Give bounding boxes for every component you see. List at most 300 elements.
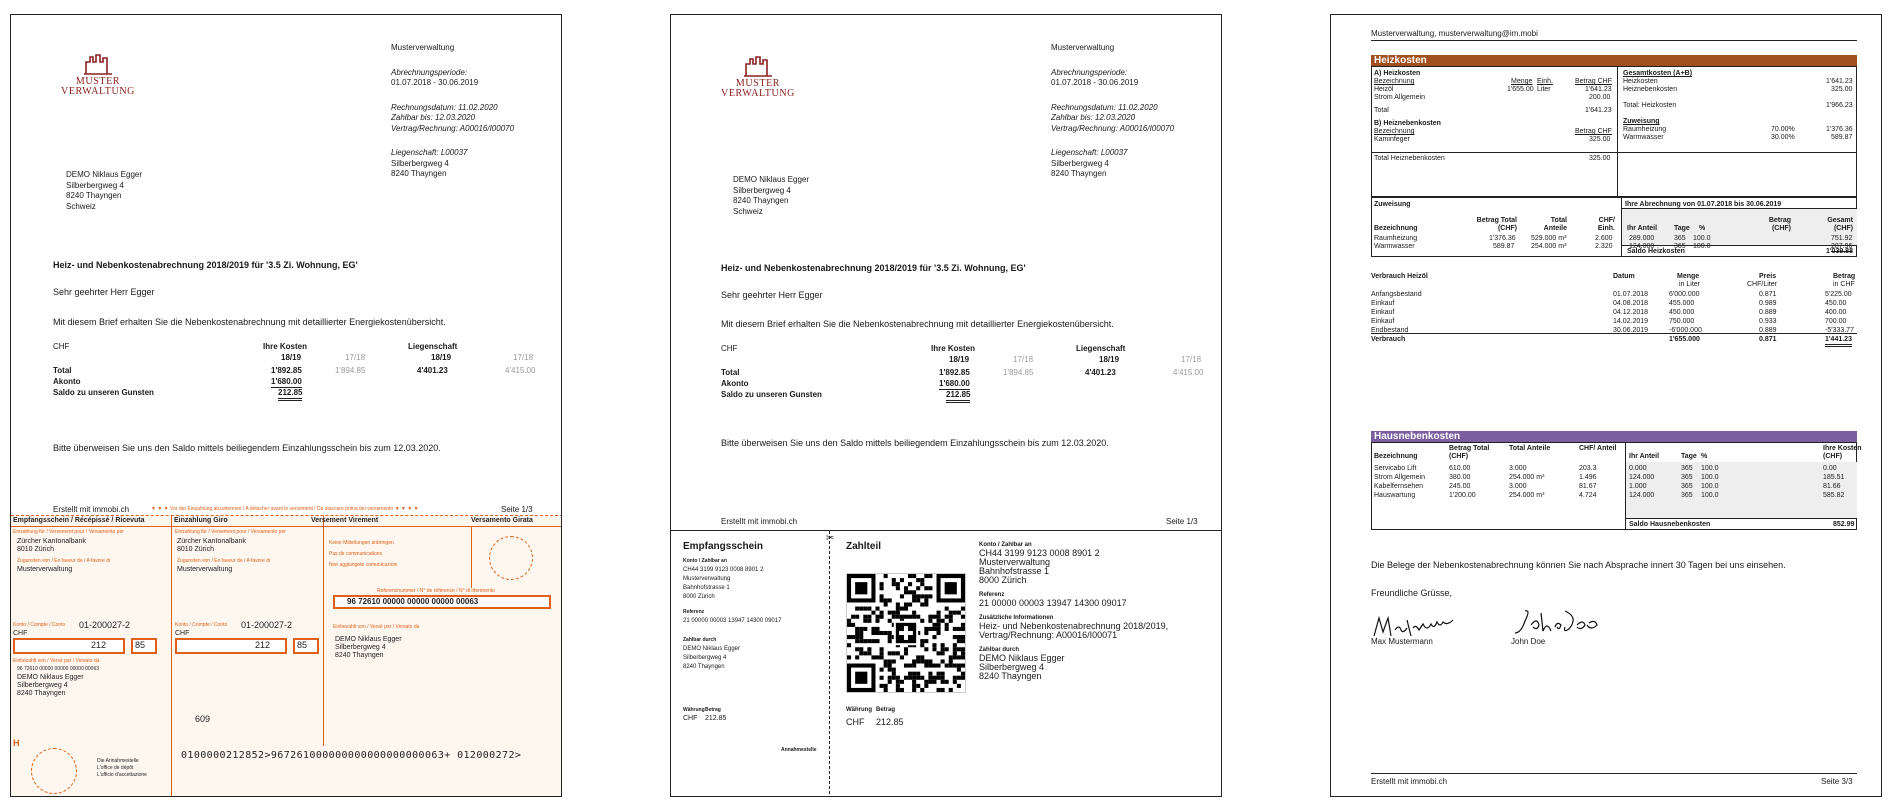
recipient-line: 8240 Thayngen (733, 196, 789, 205)
signature-max (1371, 612, 1461, 640)
col-bez: Bezeichnung (1374, 78, 1415, 85)
total-prev: 1'894.85 (1003, 368, 1034, 377)
hn-row-value: 100.0 (1701, 492, 1719, 499)
hn-row-value: 81.67 (1579, 483, 1597, 490)
col-property: Liegenschaft (408, 342, 458, 351)
z-row-label: Raumheizung (1623, 126, 1667, 133)
label: Referenz (683, 609, 705, 615)
payee-line: 8000 Zürich (683, 594, 715, 600)
oil-row-value: 14.02.2019 (1613, 318, 1649, 325)
total-label: Total (721, 368, 740, 377)
recipient-line: Silberbergweg 4 (733, 185, 791, 195)
zw-row-shares: 254.000 m³ (1531, 243, 1567, 250)
property-current: 4'401.23 (1085, 368, 1116, 377)
saldo-label: Saldo zu unseren Gunsten (53, 388, 154, 397)
zw-row-label: Raumheizung (1374, 235, 1418, 242)
recipient-line: DEMO Niklaus Egger (733, 175, 810, 184)
hn-col: CHF/ Anteil (1579, 445, 1617, 452)
scissors-icon: ✂ (826, 533, 835, 544)
coding-line: 0100000212852>967261000000000000000000063+ 012000272> (181, 750, 522, 761)
a-title: A) Heizkosten (1374, 70, 1421, 77)
hn-row-value: 3.000 (1509, 465, 1527, 472)
hn-row-value: 245.00 (1449, 483, 1471, 490)
slip-small-label: Einbezahlt von / Versé par / Versato da (333, 624, 420, 630)
slip-amount: 212 (91, 640, 107, 650)
contract-no: Vertrag/Rechnung: A00016/I00070 (391, 123, 515, 133)
oil-row-value: 04.08.2018 (1613, 300, 1649, 307)
total-prev: 1'894.85 (335, 366, 366, 375)
footer-text: Erstellt mit immobi.ch (721, 517, 798, 526)
slip-heading-virement: Versement Virement (311, 517, 379, 524)
due-date: Zahlbar bis: 12.03.2020 (391, 113, 476, 122)
recipient-line: Schweiz (733, 206, 763, 216)
property-prev: 4'415.00 (505, 366, 536, 375)
b-row-label: Kaminfeger (1374, 136, 1410, 143)
oil-row-value: -5'333.77 (1825, 327, 1854, 334)
hn-row-value: 365 (1681, 492, 1693, 499)
property-street: Silberbergweg 4 (1051, 158, 1109, 168)
recipient-address (66, 170, 142, 212)
oil-row-value: 01.07.2018 (1613, 291, 1649, 298)
saldo-value: 212.85 (946, 389, 970, 403)
zw-row-total: 1'376.36 (1489, 235, 1516, 242)
period-label: Abrechnungsperiode: (391, 67, 468, 77)
oil-row-value: 750.000 (1669, 318, 1695, 325)
slip-heading-giro: Einzahlung Giro (174, 517, 228, 524)
z-row-pct: 30.00% (1771, 134, 1795, 141)
hn-row-value: 0.00 (1823, 465, 1837, 472)
zw-col: CHF/ Einh. (1597, 217, 1615, 232)
b-title: B) Heiznebenkosten (1374, 120, 1441, 127)
oil-row-label: Endbestand (1371, 327, 1409, 334)
akonto-value: 1'680.00 (271, 377, 302, 386)
payer-line: 8240 Thayngen (17, 690, 66, 697)
hn-row-value: 610.00 (1449, 465, 1471, 472)
payer-line: Silberbergweg 4 (683, 655, 727, 661)
year-prev: 17/18 (513, 353, 534, 362)
payer-line: 8240 Thayngen (683, 664, 725, 670)
hn-row-value: 1.496 (1579, 474, 1597, 481)
page-number: Seite 1/3 (501, 505, 533, 514)
oil-row-label: Einkauf (1371, 309, 1395, 316)
amount-label: Betrag (705, 707, 721, 713)
slip-bank-city: 8010 Zürich (177, 546, 214, 553)
reference: 21 00000 00003 13947 14300 09017 (683, 618, 782, 624)
slip-small-label: Einzahlung für / Versement pour / Versamento per (175, 529, 286, 535)
oil-row-value: 0.871 (1759, 291, 1777, 298)
zw-col: Bezeichnung (1374, 225, 1418, 232)
currency: CHF (846, 717, 865, 727)
oil-row-label: Einkauf (1371, 300, 1395, 307)
year-current: 18/19 (281, 353, 302, 362)
hn-col: Tage (1681, 453, 1697, 460)
property-city: 8240 Thayngen (1051, 169, 1107, 178)
slip-small-label: Einzahlung für / Versement pour / Versamento per (13, 529, 124, 535)
oil-total-label: Verbrauch (1371, 336, 1406, 343)
ia-col: Ihr Anteil (1627, 225, 1658, 232)
total-current: 1'892.85 (939, 368, 970, 377)
oil-row-value: 700.00 (1825, 318, 1847, 325)
year-current: 18/19 (1099, 355, 1120, 364)
slip-amount: 212 (255, 640, 271, 650)
hn-row-value: 3.000 (1509, 483, 1527, 490)
payer-line: Silberbergweg 4 (335, 644, 386, 651)
saldo-house: 852.99 (1833, 521, 1855, 528)
oil-row-value: 450.000 (1669, 309, 1695, 316)
logo-text-1: MUSTER (735, 78, 781, 89)
recipient-line: DEMO Niklaus Egger (66, 170, 143, 179)
sender-meta (391, 43, 514, 180)
g-row-amount: 325.00 (1831, 86, 1853, 93)
property-current: 4'401.23 (417, 366, 448, 375)
payee-line: 8000 Zürich (979, 575, 1027, 585)
slip-note: Keine Mitteilungen anbringen (329, 540, 394, 546)
ia-col: Gesamt (CHF) (1827, 217, 1853, 232)
logo-text-2: VERWALTUNG (721, 88, 795, 99)
col-costs: Ihre Kosten (931, 344, 976, 353)
payment-details (979, 541, 1168, 681)
iban: CH44 3199 9123 0008 8901 2 (979, 548, 1100, 558)
payee-line: Bahnhofstrasse 1 (979, 566, 1050, 576)
footer-text: Erstellt mit immobi.ch (1371, 777, 1448, 786)
a-row-amount: 200.00 (1589, 94, 1611, 101)
a-row-unit: Liter (1537, 86, 1551, 93)
hn-row-label: Strom Allgemein (1374, 474, 1425, 481)
z-row-amount: 1'376.36 (1826, 126, 1853, 133)
hn-row-value: 203.3 (1579, 465, 1597, 472)
sender-name: Musterverwaltung (1051, 43, 1115, 52)
payer-line: DEMO Niklaus Egger (17, 674, 84, 681)
saldo-heat: 1'039.88 (1826, 248, 1853, 255)
property-street: Silberbergweg 4 (391, 158, 449, 168)
zw-row-shares: 529.000 m³ (1531, 235, 1567, 242)
col-betrag: Betrag CHF (1575, 128, 1612, 135)
g-row-label: Heiznebenkosten (1623, 86, 1678, 93)
g-total-label: Total: Heizkosten (1623, 102, 1677, 109)
hn-row-value: 254.000 m³ (1509, 492, 1545, 499)
saldo-heat-label: Saldo Heizkosten (1627, 248, 1685, 255)
a-total: 1'641.23 (1585, 107, 1612, 114)
oil-row-value: 400.00 (1825, 309, 1847, 316)
oil-sub: in Liter (1679, 281, 1701, 288)
col-einh: Einh. (1537, 78, 1553, 85)
saldo-house-label: Saldo Hausnebenkosten (1629, 521, 1711, 528)
oil-col: Menge (1677, 273, 1700, 280)
company-logo (53, 53, 143, 97)
oil-col: Betrag (1833, 273, 1856, 280)
label: Zusätzliche Informationen (979, 615, 1054, 621)
ia-row-share: 289.000 (1629, 235, 1655, 242)
ia-row-share: 124.000 (1629, 243, 1655, 250)
col-bez: Bezeichnung (1374, 128, 1415, 135)
zw-title: Zuweisung (1374, 201, 1411, 208)
ia-col: Betrag (CHF) (1768, 217, 1791, 232)
payee-line: Bahnhofstrasse 1 (683, 585, 730, 591)
payee-line: Musterverwaltung (979, 557, 1051, 567)
b-row-amount: 325.00 (1589, 136, 1611, 143)
hn-col: Betrag Total (CHF) (1449, 445, 1490, 460)
hn-row-label: Kabelfernsehen (1374, 483, 1424, 490)
payer-line: Silberbergweg 4 (979, 662, 1045, 672)
akonto-value: 1'680.00 (939, 379, 970, 388)
slip-code: 609 (195, 714, 211, 724)
oil-row-value: 455.000 (1669, 300, 1695, 307)
logo-text-1: MUSTER (75, 76, 121, 87)
section-house: Hausnebenkosten (1371, 431, 1857, 442)
iban: CH44 3199 9123 0008 8901 2 (683, 567, 764, 573)
recipient-line: Silberbergweg 4 (66, 180, 124, 190)
receipt-title: Empfangsschein (683, 541, 764, 552)
oil-row-value: 0.889 (1759, 309, 1777, 316)
oil-row-value: 450.00 (1825, 300, 1847, 307)
amount-field[interactable] (13, 638, 125, 654)
ia-col: % (1699, 225, 1706, 232)
payer-line: DEMO Niklaus Egger (335, 636, 402, 643)
slip-bank: Zürcher Kantonalbank (177, 538, 246, 545)
greeting: Sehr geehrter Herr Egger (53, 287, 155, 297)
payer-line: Silberbergweg 4 (17, 682, 68, 689)
page-3 (1330, 14, 1882, 797)
oil-sub: in CHF (1833, 281, 1855, 288)
page-1 (10, 14, 562, 797)
building-icon (83, 53, 113, 75)
slip-note: Non aggiungete comunicazioni (329, 562, 398, 568)
label: Zahlbar durch (979, 647, 1020, 653)
col-betrag: Betrag CHF (1575, 78, 1612, 85)
ia-row-pct: 100.0 (1693, 243, 1711, 250)
period-value: 01.07.2018 - 30.06.2019 (1051, 78, 1139, 87)
slip-bank: Zürcher Kantonalbank (17, 538, 86, 545)
summary-table (53, 341, 543, 398)
akonto-label: Akonto (721, 379, 749, 388)
year-prev: 17/18 (345, 353, 366, 362)
oil-row-value: 6'000.000 (1669, 291, 1700, 298)
letter-title: Heiz- und Nebenkostenabrechnung 2018/2019 für '3.5 Zi. Wohnung, EG' (53, 260, 358, 270)
a-row-amount: 1'641.23 (1585, 86, 1612, 93)
letter-title: Heiz- und Nebenkostenabrechnung 2018/2019 für '3.5 Zi. Wohnung, EG' (721, 263, 1026, 273)
ia-row-amount: 287.96 (1831, 243, 1853, 250)
property-id: Liegenschaft: L00037 (391, 148, 468, 157)
hn-col: Bezeichnung (1374, 453, 1418, 460)
reference-number: 96 72610 00000 00000 00000 00063 (347, 597, 479, 606)
slip-cents: 85 (135, 640, 146, 650)
ia-row-days: 365 (1674, 243, 1686, 250)
intro-text: Mit diesem Brief erhalten Sie die Nebenkostenabrechnung mit detaillierter Energiekostenübersicht. (721, 319, 1114, 329)
hn-col: % (1701, 453, 1708, 460)
stamp-circle (489, 536, 533, 580)
slip-currency: CHF (13, 630, 28, 637)
signer-1: Max Mustermann (1371, 637, 1433, 646)
info-line: Heiz- und Nebenkostenabrechnung 2018/2019, (979, 621, 1169, 631)
hn-row-value: 100.0 (1701, 483, 1719, 490)
year-prev: 17/18 (1013, 355, 1034, 364)
page-number: Seite 1/3 (1166, 517, 1198, 526)
acceptance-label: L'office de dépôt (97, 765, 134, 771)
acceptance-label: L'ufficio d'accettazione (97, 772, 147, 778)
col-property: Liegenschaft (1076, 344, 1126, 353)
g-row-amount: 1'641.23 (1826, 78, 1853, 85)
signature-john (1511, 607, 1601, 639)
section-heating: Heizkosten (1371, 55, 1857, 66)
recipient-line: Schweiz (66, 201, 96, 211)
payee-line: Musterverwaltung (683, 576, 731, 582)
closing: Freundliche Grüsse, (1371, 588, 1453, 598)
slip-small-label: Zugunsten von / En faveur de / A favore di (177, 558, 271, 564)
year-prev: 17/18 (1181, 355, 1202, 364)
hn-row-label: Servicabo Lift (1374, 465, 1417, 472)
a-total-label: Total (1374, 107, 1389, 114)
oil-row-value: 0.989 (1759, 300, 1777, 307)
payment-note: Bitte überweisen Sie uns den Saldo mittels beiliegendem Einzahlungsschein bis zum 12.03.2020. (53, 443, 441, 453)
g-row-label: Heizkosten (1623, 78, 1658, 85)
slip-heading-receipt: Empfangsschein / Récépissé / Ricevuta (13, 517, 145, 524)
a-row-qty: 1'655.00 (1507, 86, 1534, 93)
zw-col: Total Anteile (1543, 217, 1567, 232)
oil-row-value: 30.06.2019 (1613, 327, 1649, 334)
logo-text-2: VERWALTUNG (61, 86, 135, 97)
payer-line: DEMO Niklaus Egger (979, 653, 1065, 663)
a-row-label: Strom Allgemein (1374, 94, 1425, 101)
zw-row-rate: 2.320 (1595, 243, 1613, 250)
label: Konto / Zahlbar an (979, 542, 1032, 548)
currency: CHF (683, 715, 698, 722)
label: Zahlbar durch (683, 637, 717, 643)
slip-mark: H (13, 738, 20, 748)
cut-line-text: ▼ ▼ ▼ Vor der Einzahlung abzutrennen / A détacher avant le versement / Da staccare prima del versamento ▼ ▼ ▼ ▼ (151, 506, 419, 512)
saldo-label: Saldo zu unseren Gunsten (721, 390, 822, 399)
payer-line: DEMO Niklaus Egger (683, 646, 741, 652)
currency-label: CHF (53, 342, 70, 351)
qr-bill (671, 530, 1222, 797)
total-current: 1'892.85 (271, 366, 302, 375)
hn-row-value: 365 (1681, 465, 1693, 472)
qr-code-icon (847, 574, 965, 692)
hn-row-value: 4.724 (1579, 492, 1597, 499)
sender-meta (1051, 43, 1174, 180)
oil-row-value: 5'225.00 (1825, 291, 1852, 298)
slip-ref-small: 96 72610 00000 00000 00000 00063 (17, 666, 100, 672)
amount-field[interactable] (175, 638, 287, 654)
acceptance-label: Die Annahmestelle (97, 758, 139, 764)
col-costs: Ihre Kosten (263, 342, 308, 351)
hn-row-value: 0.000 (1629, 465, 1647, 472)
acceptance-point: Annahmestelle (781, 747, 817, 753)
oil-row-value: 04.12.2018 (1613, 309, 1649, 316)
contract-no: Vertrag/Rechnung: A00016/I00070 (1051, 123, 1175, 133)
hn-row-value: 1.000 (1629, 483, 1647, 490)
hn-row-value: 100.0 (1701, 474, 1719, 481)
currency-label: CHF (721, 344, 738, 353)
currency-label: Währung (846, 707, 872, 713)
slip-small-label: Einbezahlt von / Versé par / Versato da (13, 658, 100, 664)
slip-small-label: Zugunsten von / En faveur de / A favore di (17, 558, 111, 564)
oil-row-value: -6'000.000 (1669, 327, 1702, 334)
hn-row-value: 124.000 (1629, 492, 1655, 499)
slip-ref-label: Referenznummer / N° de référence / N° di riferimento (377, 588, 495, 594)
amount: 212.85 (876, 717, 904, 727)
saldo-value: 212.85 (278, 387, 302, 401)
z-row-amount: 589.87 (1831, 134, 1853, 141)
page-header: Musterverwaltung, musterverwaltung@im.mobi (1371, 29, 1538, 38)
property-city: 8240 Thayngen (391, 169, 447, 178)
receipt-details (683, 557, 781, 672)
period-label: Abrechnungsperiode: (1051, 67, 1128, 77)
stamp-circle (31, 748, 77, 794)
zw-row-total: 589.87 (1493, 243, 1515, 250)
page-number: Seite 3/3 (1821, 777, 1853, 786)
slip-note: Pas de communications (329, 551, 383, 557)
footer-text: Erstellt mit immobi.ch (53, 505, 130, 514)
label: Konto / Zahlbar an (683, 558, 727, 564)
info-line: Vertrag/Rechnung: A00016/I00071 (979, 630, 1118, 640)
amount: 212.85 (705, 715, 727, 722)
ia-col: Tage (1674, 225, 1690, 232)
oil-row-label: Einkauf (1371, 318, 1395, 325)
slip-account: 01-200027-2 (241, 620, 293, 630)
sender-name: Musterverwaltung (391, 43, 455, 52)
slip-small-label: Konto / Compte / Conto (175, 622, 228, 628)
reference: 21 00000 00003 13947 14300 09017 (979, 598, 1127, 608)
col-menge: Menge (1511, 78, 1533, 85)
recipient-line: 8240 Thayngen (66, 191, 122, 200)
g-title: Gesamtkosten (A+B) (1623, 70, 1693, 77)
g-total: 1'966.23 (1826, 102, 1853, 109)
bill-date: Rechnungsdatum: 11.02.2020 (1051, 102, 1158, 112)
b-total: 325.00 (1589, 155, 1611, 162)
bill-date: Rechnungsdatum: 11.02.2020 (391, 102, 498, 112)
building-icon (743, 55, 773, 77)
slip-small-label: Konto / Compte / Conto (13, 622, 66, 628)
intro-text: Mit diesem Brief erhalten Sie die Nebenkostenabrechnung mit detaillierter Energiekostenübersicht. (53, 317, 446, 327)
summary-table (721, 343, 1211, 400)
due-date: Zahlbar bis: 12.03.2020 (1051, 113, 1136, 122)
hn-row-value: 585.82 (1823, 492, 1845, 499)
company-logo (713, 55, 803, 99)
recipient-address (733, 175, 809, 217)
oil-col: Preis (1759, 273, 1777, 280)
period-value: 01.07.2018 - 30.06.2019 (391, 78, 479, 87)
oil-sub: CHF/Liter (1747, 281, 1777, 288)
z-row-pct: 70.00% (1771, 126, 1795, 133)
zw-row-label: Warmwasser (1374, 243, 1415, 250)
oil-total-qty: 1'655.000 (1669, 336, 1700, 343)
payment-part-title: Zahlteil (846, 541, 882, 552)
a-row-label: Heizöl (1374, 86, 1394, 93)
qr-code (846, 573, 966, 693)
ia-row-amount: 751.92 (1831, 235, 1853, 242)
ia-row-days: 365 (1674, 235, 1686, 242)
hn-row-label: Hauswartung (1374, 492, 1416, 499)
zw-col: Betrag Total (CHF) (1476, 217, 1517, 232)
hn-row-value: 365 (1681, 474, 1693, 481)
hn-row-value: 185.51 (1823, 474, 1845, 481)
slip-favor: Musterverwaltung (17, 566, 73, 573)
slip-heading-girata: Versamento Girata (471, 517, 533, 524)
label: Referenz (979, 592, 1005, 598)
oil-row-value: 0.889 (1759, 327, 1777, 334)
payer-line: 8240 Thayngen (979, 671, 1042, 681)
slip-cents: 85 (297, 640, 308, 650)
hn-row-value: 124.000 (1629, 474, 1655, 481)
hn-row-value: 100.0 (1701, 465, 1719, 472)
receipts-note: Die Belege der Nebenkostenabrechnung können Sie nach Absprache innert 30 Tagen bei uns einsehen. (1371, 560, 1786, 570)
z-row-label: Warmwasser (1623, 134, 1664, 141)
page-2 (670, 14, 1222, 797)
zw-row-rate: 2.600 (1595, 235, 1613, 242)
hn-row-value: 380.00 (1449, 474, 1471, 481)
oil-col: Datum (1613, 273, 1635, 280)
hn-row-value: 81.66 (1823, 483, 1841, 490)
